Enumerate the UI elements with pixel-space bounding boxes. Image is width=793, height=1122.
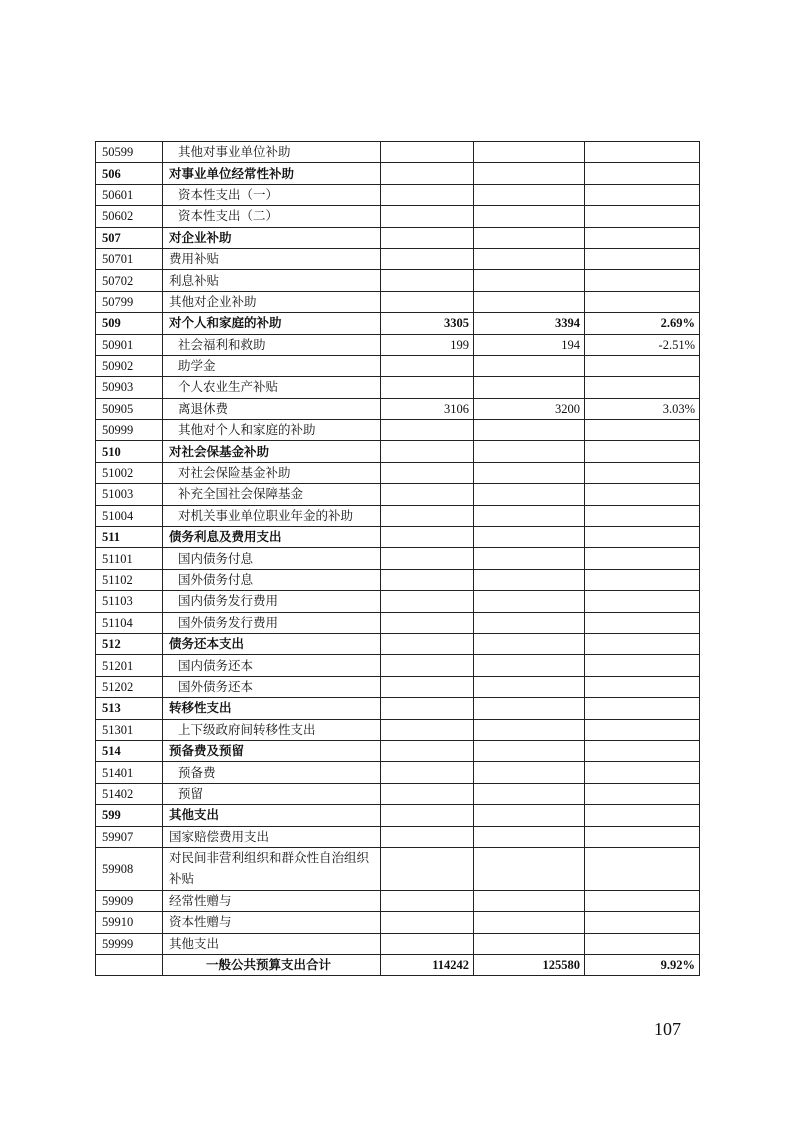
row-change-percent [585, 890, 700, 911]
table-row [96, 270, 700, 291]
table-row [96, 398, 700, 419]
row-value-2 [474, 227, 585, 248]
row-value-2 [474, 912, 585, 933]
row-value-2 [474, 612, 585, 633]
row-value-1 [381, 591, 474, 612]
row-name: 助学金 [163, 355, 381, 376]
row-value-2 [474, 569, 585, 590]
table-row [96, 912, 700, 933]
row-change-percent [585, 912, 700, 933]
row-change-percent [585, 206, 700, 227]
row-value-1 [381, 206, 474, 227]
row-value-1 [381, 890, 474, 911]
row-change-percent: -2.51% [585, 334, 700, 355]
row-change-percent: 3.03% [585, 398, 700, 419]
table-row [96, 484, 700, 505]
table-row [96, 655, 700, 676]
row-value-2 [474, 270, 585, 291]
row-change-percent [585, 826, 700, 847]
row-value-1 [381, 826, 474, 847]
table-row [96, 805, 700, 826]
row-name: 社会福利和救助 [163, 334, 381, 355]
row-name: 其他对事业单位补助 [163, 142, 381, 163]
row-value-1 [381, 912, 474, 933]
row-name: 国外债务发行费用 [163, 612, 381, 633]
row-value-1 [381, 933, 474, 954]
row-code: 51202 [96, 676, 163, 697]
row-value-1 [381, 291, 474, 312]
table-row [96, 740, 700, 761]
row-code: 51002 [96, 462, 163, 483]
row-value-2 [474, 698, 585, 719]
row-change-percent [585, 591, 700, 612]
table-row [96, 633, 700, 654]
row-code: 512 [96, 633, 163, 654]
row-code: 514 [96, 740, 163, 761]
total-row [96, 955, 700, 976]
row-value-2 [474, 633, 585, 654]
row-value-1 [381, 569, 474, 590]
row-value-1 [381, 441, 474, 462]
row-change-percent [585, 505, 700, 526]
row-value-1 [381, 740, 474, 761]
table-row [96, 248, 700, 269]
row-change-percent [585, 248, 700, 269]
row-value-1 [381, 377, 474, 398]
table-row [96, 612, 700, 633]
row-change-percent [585, 142, 700, 163]
row-value-1 [381, 676, 474, 697]
table-row [96, 184, 700, 205]
row-value-2 [474, 462, 585, 483]
row-change-percent [585, 698, 700, 719]
row-value-2 [474, 933, 585, 954]
row-change-percent [585, 270, 700, 291]
row-name: 对社会保基金补助 [163, 441, 381, 462]
row-change-percent [585, 184, 700, 205]
row-name: 对民间非营利组织和群众性自治组织补贴 [163, 847, 381, 890]
table-row [96, 355, 700, 376]
row-name: 对社会保险基金补助 [163, 462, 381, 483]
table-row [96, 291, 700, 312]
row-value-2 [474, 142, 585, 163]
row-name: 其他对企业补助 [163, 291, 381, 312]
row-value-1 [381, 719, 474, 740]
table-row [96, 826, 700, 847]
row-value-2 [474, 484, 585, 505]
row-value-2 [474, 591, 585, 612]
row-name: 个人农业生产补贴 [163, 377, 381, 398]
row-change-percent [585, 484, 700, 505]
total-change-percent: 9.92% [585, 955, 700, 976]
row-name: 预留 [163, 783, 381, 804]
table-row [96, 142, 700, 163]
row-code: 59908 [96, 847, 163, 890]
row-change-percent [585, 420, 700, 441]
row-change-percent [585, 805, 700, 826]
table-row [96, 676, 700, 697]
row-value-2: 3200 [474, 398, 585, 419]
table-row [96, 462, 700, 483]
row-code: 509 [96, 313, 163, 334]
row-value-1 [381, 612, 474, 633]
row-change-percent [585, 676, 700, 697]
budget-expenditure-table [95, 141, 700, 976]
row-change-percent [585, 762, 700, 783]
table-row [96, 783, 700, 804]
row-value-2 [474, 355, 585, 376]
row-value-1 [381, 355, 474, 376]
row-value-1 [381, 142, 474, 163]
row-code: 50602 [96, 206, 163, 227]
row-change-percent [585, 227, 700, 248]
row-code: 50599 [96, 142, 163, 163]
row-value-1 [381, 462, 474, 483]
total-value-2: 125580 [474, 955, 585, 976]
table-row [96, 933, 700, 954]
row-name: 国内债务还本 [163, 655, 381, 676]
row-value-2 [474, 505, 585, 526]
row-change-percent [585, 633, 700, 654]
page-number: 107 [654, 1019, 681, 1039]
row-value-2 [474, 676, 585, 697]
row-name: 预备费及预留 [163, 740, 381, 761]
row-change-percent [585, 291, 700, 312]
row-name: 债务还本支出 [163, 633, 381, 654]
row-value-2 [474, 655, 585, 676]
row-value-2: 3394 [474, 313, 585, 334]
row-value-2 [474, 163, 585, 184]
row-code: 510 [96, 441, 163, 462]
table-row [96, 548, 700, 569]
row-change-percent [585, 655, 700, 676]
row-change-percent [585, 462, 700, 483]
row-change-percent [585, 612, 700, 633]
row-value-2 [474, 291, 585, 312]
row-value-1 [381, 655, 474, 676]
row-value-2 [474, 805, 585, 826]
row-change-percent [585, 377, 700, 398]
row-code: 51402 [96, 783, 163, 804]
row-change-percent [585, 933, 700, 954]
row-value-1 [381, 420, 474, 441]
row-name: 补充全国社会保障基金 [163, 484, 381, 505]
table-row [96, 890, 700, 911]
row-change-percent: 2.69% [585, 313, 700, 334]
row-code: 599 [96, 805, 163, 826]
row-code: 50601 [96, 184, 163, 205]
row-name: 资本性支出（一） [163, 184, 381, 205]
row-change-percent [585, 527, 700, 548]
row-code: 51004 [96, 505, 163, 526]
row-name: 资本性支出（二） [163, 206, 381, 227]
row-value-2 [474, 206, 585, 227]
row-code: 59910 [96, 912, 163, 933]
row-name: 对事业单位经常性补助 [163, 163, 381, 184]
row-value-1: 3305 [381, 313, 474, 334]
row-name: 转移性支出 [163, 698, 381, 719]
row-change-percent [585, 783, 700, 804]
row-code: 51104 [96, 612, 163, 633]
row-code: 59907 [96, 826, 163, 847]
row-code: 51401 [96, 762, 163, 783]
table-row [96, 313, 700, 334]
total-value-1: 114242 [381, 955, 474, 976]
row-value-1 [381, 847, 474, 890]
table-row [96, 163, 700, 184]
table-body [96, 142, 700, 976]
table-row [96, 441, 700, 462]
row-name: 其他支出 [163, 933, 381, 954]
row-value-2 [474, 826, 585, 847]
row-change-percent [585, 355, 700, 376]
table-row [96, 762, 700, 783]
row-change-percent [585, 163, 700, 184]
row-change-percent [585, 847, 700, 890]
row-value-1: 3106 [381, 398, 474, 419]
row-value-2 [474, 248, 585, 269]
row-change-percent [585, 569, 700, 590]
row-change-percent [585, 719, 700, 740]
row-value-1 [381, 548, 474, 569]
row-code: 51102 [96, 569, 163, 590]
table-row [96, 227, 700, 248]
table-row [96, 569, 700, 590]
row-code: 507 [96, 227, 163, 248]
row-value-1 [381, 762, 474, 783]
row-value-2 [474, 548, 585, 569]
row-value-2 [474, 890, 585, 911]
row-change-percent [585, 441, 700, 462]
row-change-percent [585, 548, 700, 569]
row-value-2 [474, 441, 585, 462]
row-code: 51301 [96, 719, 163, 740]
row-value-2 [474, 184, 585, 205]
row-value-2 [474, 719, 585, 740]
row-code: 506 [96, 163, 163, 184]
row-value-1 [381, 783, 474, 804]
table-row [96, 527, 700, 548]
row-code: 50903 [96, 377, 163, 398]
row-name: 国内债务付息 [163, 548, 381, 569]
row-code: 51201 [96, 655, 163, 676]
row-value-2 [474, 377, 585, 398]
table-row [96, 206, 700, 227]
table-row [96, 377, 700, 398]
row-name: 其他支出 [163, 805, 381, 826]
row-value-1 [381, 484, 474, 505]
row-value-1 [381, 633, 474, 654]
row-name: 国外债务还本 [163, 676, 381, 697]
row-code: 50901 [96, 334, 163, 355]
row-value-2 [474, 762, 585, 783]
row-code: 51103 [96, 591, 163, 612]
row-name: 利息补贴 [163, 270, 381, 291]
row-code: 50799 [96, 291, 163, 312]
row-value-1 [381, 248, 474, 269]
row-value-2 [474, 783, 585, 804]
total-code [96, 955, 163, 976]
row-code: 50905 [96, 398, 163, 419]
row-code: 51003 [96, 484, 163, 505]
row-value-1 [381, 505, 474, 526]
row-value-1 [381, 527, 474, 548]
row-name: 资本性赠与 [163, 912, 381, 933]
row-change-percent [585, 740, 700, 761]
row-value-1 [381, 698, 474, 719]
row-value-1 [381, 184, 474, 205]
row-name: 上下级政府间转移性支出 [163, 719, 381, 740]
row-code: 50902 [96, 355, 163, 376]
row-code: 50701 [96, 248, 163, 269]
row-value-1 [381, 270, 474, 291]
row-code: 50999 [96, 420, 163, 441]
row-code: 59999 [96, 933, 163, 954]
row-name: 对个人和家庭的补助 [163, 313, 381, 334]
table-row [96, 334, 700, 355]
row-name: 其他对个人和家庭的补助 [163, 420, 381, 441]
table-row [96, 420, 700, 441]
table-row [96, 719, 700, 740]
row-name: 费用补贴 [163, 248, 381, 269]
row-value-1 [381, 163, 474, 184]
row-value-2 [474, 527, 585, 548]
row-name: 对机关事业单位职业年金的补助 [163, 505, 381, 526]
row-name: 经常性赠与 [163, 890, 381, 911]
row-value-2: 194 [474, 334, 585, 355]
row-value-1 [381, 227, 474, 248]
row-code: 59909 [96, 890, 163, 911]
row-name: 离退休费 [163, 398, 381, 419]
total-label: 一般公共预算支出合计 [163, 955, 381, 976]
row-code: 51101 [96, 548, 163, 569]
row-name: 对企业补助 [163, 227, 381, 248]
row-name: 债务利息及费用支出 [163, 527, 381, 548]
row-value-2 [474, 740, 585, 761]
table-row [96, 847, 700, 890]
row-value-1: 199 [381, 334, 474, 355]
row-value-2 [474, 847, 585, 890]
row-value-2 [474, 420, 585, 441]
row-code: 511 [96, 527, 163, 548]
row-name: 预备费 [163, 762, 381, 783]
table-row [96, 698, 700, 719]
row-name: 国内债务发行费用 [163, 591, 381, 612]
row-name: 国外债务付息 [163, 569, 381, 590]
row-code: 513 [96, 698, 163, 719]
table-row [96, 591, 700, 612]
row-code: 50702 [96, 270, 163, 291]
row-name: 国家赔偿费用支出 [163, 826, 381, 847]
table-row [96, 505, 700, 526]
row-value-1 [381, 805, 474, 826]
